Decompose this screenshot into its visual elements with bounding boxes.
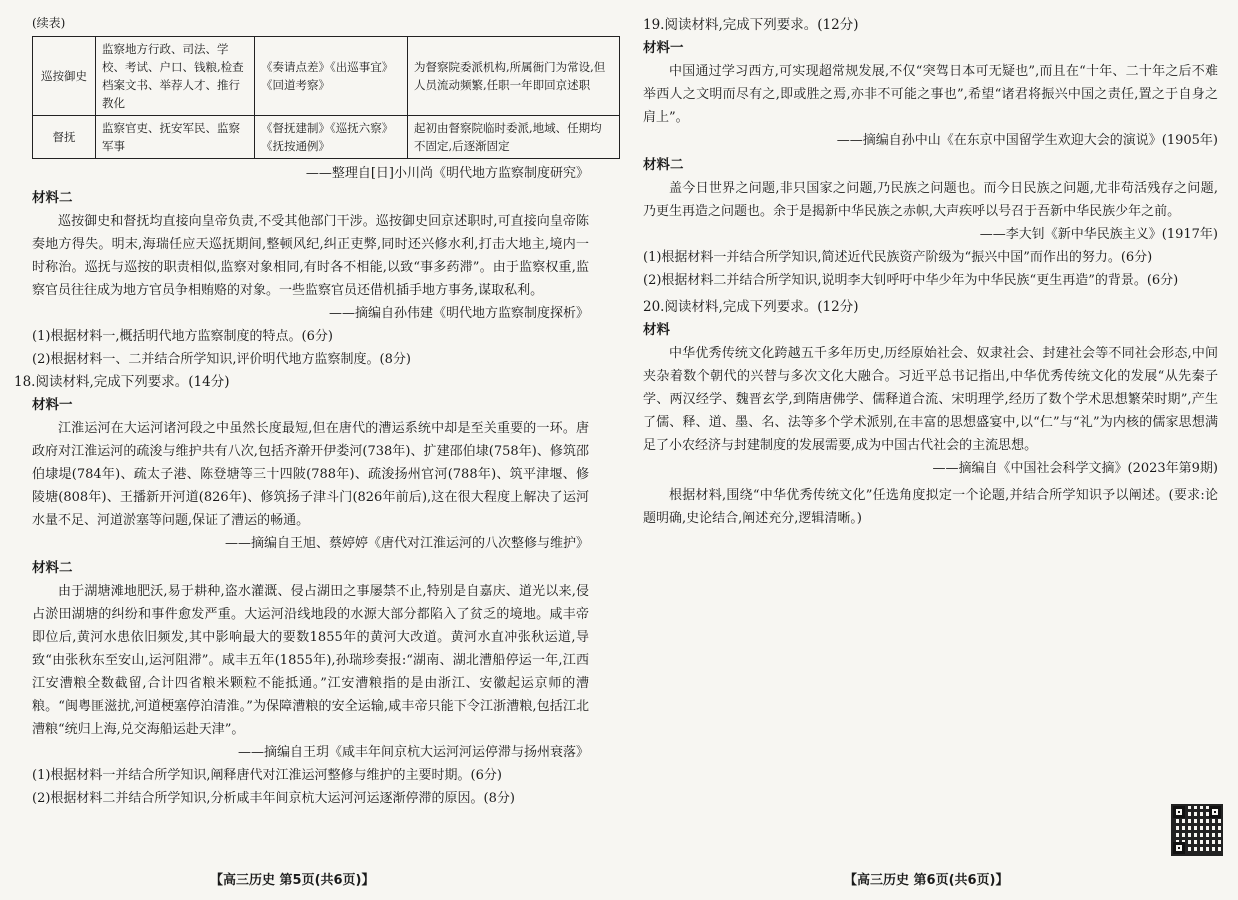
table-cell-name: 督抚 <box>33 116 96 159</box>
material-text: 盖今日世界之问题,非只国家之问题,乃民族之问题也。而今日民族之问题,尤非苟活残存之问题,乃更生再造之问题也。余于是揭新中华民族之赤帜,大声疾呼以号召于吾新中华民族少年之前。 <box>643 181 1218 219</box>
material-heading: 材料二 <box>643 157 684 173</box>
material-text: 江淮运河在大运河诸河段之中虽然长度最短,但在唐代的漕运系统中却是至关重要的一环。唐政府对江淮运河的疏浚与维护共有八次,包括齐澣开伊娄河(738年)、扩建邵伯埭(758年)、修筑邵伯埭堤(784年)、疏太子港、陈登塘等三十四陂(788年)、疏浚扬州官河(788年)、筑平津堰、修陵塘(808年)、王播新开河道(826年)、修筑扬子津斗门(826年前后),这在很大程度上解决了运河水量不足、河道淤塞等问题,保证了漕运的畅通。 <box>32 421 589 528</box>
page-footer: 【高三历史 第6页(共6页)】 <box>844 873 1009 888</box>
table-cell-rules: 《奏请点差》《出巡事宜》《回道考察》 <box>255 37 408 116</box>
source-citation: ——摘编自王旭、蔡婷婷《唐代对江淮运河的八次整修与维护》 <box>224 536 589 551</box>
material-heading: 材料二 <box>32 190 73 206</box>
table-cell-rules: 《督抚建制》《巡抚六察》《抚按通例》 <box>255 116 408 159</box>
continued-label: (续表) <box>32 16 66 30</box>
question-item: (1)根据材料一并结合所学知识,简述近代民族资产阶级为“振兴中国”而作出的努力。(6分) <box>643 250 1153 265</box>
question-title: 18.阅读材料,完成下列要求。(14分) <box>14 374 230 390</box>
table-cell-scope: 监察地方行政、司法、学校、考试、户口、钱粮,检查档案文书、举荐人才、推行教化 <box>96 37 255 116</box>
material-text: 由于湖塘滩地肥沃,易于耕种,盗水灌溉、侵占湖田之事屡禁不止,特别是自嘉庆、道光以来,侵占淤田湖塘的纠纷和事件愈发严重。大运河沿线地段的水源大部分都陷入了贫乏的境地。咸丰帝即位后,黄河水患依旧频发,其中影响最大的要数1855年的黄河大改道。黄河水直冲张秋运道,导致“由张秋东至安山,运河阻滞”。咸丰五年(1855年),孙瑞珍奏报:“湖南、湖北漕船停运一年,江西江安漕粮全数截留,合计四省粮米颗粒不能抵通。”江安漕粮指的是由浙江、安徽起运京师的漕粮。“闽粤匪滋扰,河道梗塞停泊清淮。”为保障漕粮的安全运输,咸丰帝只能下令江浙漕粮,包括江北漕粮“统归上海,兑交海船运赴天津”。 <box>32 584 589 737</box>
material-heading: 材料 <box>643 322 670 338</box>
question-item: (2)根据材料二并结合所学知识,说明李大钊呼吁中华少年为中华民族“更生再造”的背景。(6分) <box>643 273 1179 288</box>
source-citation: ——摘编自王玥《咸丰年间京杭大运河河运停滞与扬州衰落》 <box>237 745 589 760</box>
qr-code-icon <box>1173 806 1221 854</box>
question-prompt: 根据材料,围绕“中华优秀传统文化”任选角度拟定一个论题,并结合所学知识予以阐述。(要求:论题明确,史论结合,阐述充分,逻辑清晰。) <box>643 488 1218 526</box>
question-item: (2)根据材料一、二并结合所学知识,评价明代地方监察制度。(8分) <box>32 352 411 367</box>
material-text: 中华优秀传统文化跨越五千多年历史,历经原始社会、奴隶社会、封建社会等不同社会形态,中间夹杂着数个朝代的兴替与多次文化大融合。习近平总书记指出,中华优秀传统文化的发展“从先秦子学、两汉经学、魏晋玄学,到隋唐佛学、儒释道合流、宋明理学,经历了数个学术思想繁荣时期”,产生了儒、释、道、墨、名、法等多个学术派别,在丰富的思想盛宴中,以“仁”与“礼”为内核的儒家思想满足了小农经济与封建制度的发展需要,成为中国古代社会的主流思想。 <box>643 346 1218 453</box>
supervision-table <box>32 36 620 159</box>
material-heading: 材料二 <box>32 560 73 576</box>
source-citation: ——摘编自《中国社会科学文摘》(2023年第9期) <box>932 461 1218 476</box>
question-item: (1)根据材料一,概括明代地方监察制度的特点。(6分) <box>32 329 333 344</box>
question-item: (1)根据材料一并结合所学知识,阐释唐代对江淮运河整修与维护的主要时期。(6分) <box>32 768 502 783</box>
page-footer: 【高三历史 第5页(共6页)】 <box>210 873 375 888</box>
table-row <box>33 37 620 116</box>
question-title: 19.阅读材料,完成下列要求。(12分) <box>643 17 859 33</box>
material-heading: 材料一 <box>32 397 73 413</box>
material-text: 巡按御史和督抚均直接向皇帝负责,不受其他部门干涉。巡按御史回京述职时,可直接向皇帝陈奏地方得失。明末,海瑞任应天巡抚期间,整顿风纪,纠正吏弊,同时还兴修水利,打击大地主,境内一时称治。巡抚与巡按的职责相似,监察对象相同,有时各不相能,以致“事多药滞”。由于监察权重,监察官员往往成为地方官员争相贿赂的对象。一些监察官员还借机插手地方事务,谋取私利。 <box>32 214 589 298</box>
table-cell-scope: 监察官吏、抚安军民、监察军事 <box>96 116 255 159</box>
table-row <box>33 116 620 159</box>
question-title: 20.阅读材料,完成下列要求。(12分) <box>643 299 859 315</box>
material-heading: 材料一 <box>643 40 684 56</box>
source-citation: ——摘编自孙中山《在东京中国留学生欢迎大会的演说》(1905年) <box>836 133 1218 148</box>
source-citation: ——摘编自孙伟建《明代地方监察制度探析》 <box>328 306 589 321</box>
source-citation: ——李大钊《新中华民族主义》(1917年) <box>979 227 1218 242</box>
table-cell-feature: 为督察院委派机构,所属衙门为常设,但人员流动频繁,任职一年即回京述职 <box>408 37 620 116</box>
question-item: (2)根据材料二并结合所学知识,分析咸丰年间京杭大运河河运逐渐停滞的原因。(8分) <box>32 791 515 806</box>
table-cell-feature: 起初由督察院临时委派,地域、任期均不固定,后逐渐固定 <box>408 116 620 159</box>
source-citation: ——整理自[日]小川尚《明代地方监察制度研究》 <box>305 166 589 181</box>
table-cell-name: 巡按御史 <box>33 37 96 116</box>
material-text: 中国通过学习西方,可实现超常规发展,不仅“突驾日本可无疑也”,而且在“十年、二十年之后不难举西人之文明而尽有之,即或胜之焉,亦非不可能之事也”,希望“诸君将振兴中国之责任,置之于自身之肩上”。 <box>643 64 1218 125</box>
right-page <box>619 0 1238 900</box>
